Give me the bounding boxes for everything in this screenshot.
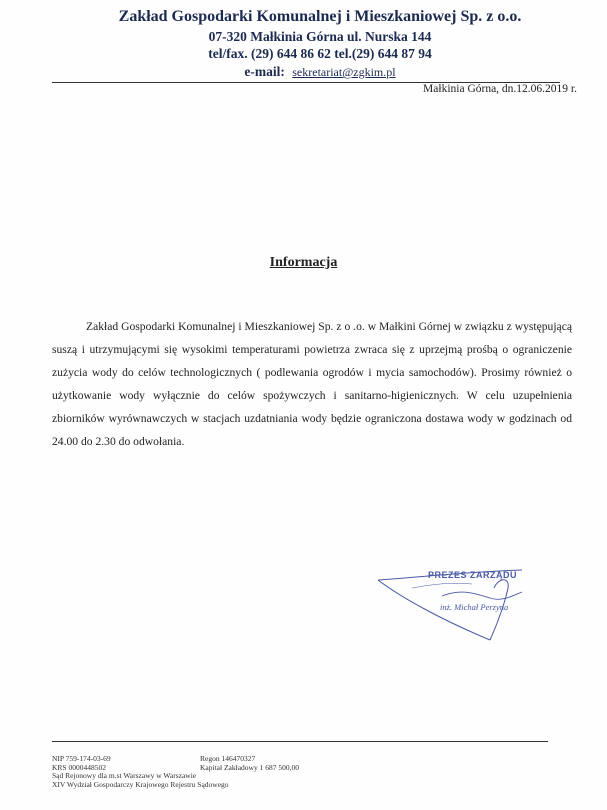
signature-name: inż. Michał Perzyna [440,602,509,612]
company-name: Zakład Gospodarki Komunalnej i Mieszkaniowej Sp. z o.o. [118,8,522,25]
signature-title: PREZES ZARZĄDU [428,570,518,580]
body-paragraph: Zakład Gospodarki Komunalnej i Mieszkaniowej Sp. z o .o. w Małkini Górnej w związku z występującą suszą i utrzymującymi się wysokimi temperaturami powietrza zwraca się z uprzejmą prośbą o ograniczenie zużycia wody do celów technologicznych ( podlewania ogrodów i mycia samochodów). Prosimy również o użytkowanie wody wyłącznie do celów spożywczych i sanitarno-higienicznych. W celu uzupełnienia zbiorników wyrównawczych w stacjach uzdatniania wody będzie ograniczona dostawa wody w godzinach od 24.00 do 2.30 do odwołania. [52,320,572,448]
footer-capital: Kapitał Zakładowy 1 687 500,00 [200,762,299,772]
email-link[interactable]: sekretariat@zgkim.pl [292,65,396,79]
company-phones: tel/fax. (29) 644 86 62 tel.(29) 644 87 94 [208,46,432,61]
footer-regon: Regon 146470327 [200,754,256,763]
document-title: Informacja [269,255,338,270]
company-email-line [60,64,580,80]
email-label: e-mail: [244,64,285,79]
footer-court-1: Sąd Rejonowy dla m.st Warszawy w Warszawie [52,771,197,781]
place-and-date: Małkinia Górna, dn.12.06.2019 r. [423,83,577,95]
company-address: 07-320 Małkinia Górna ul. Nurska 144 [208,29,432,44]
footer-financial [200,755,299,772]
footer-nip: NIP 759-174-03-69 [52,754,111,763]
footer-divider [52,741,548,742]
footer-krs: KRS 0000448502 [52,762,106,772]
footer-court-2: XIV Wydział Gospodarczy Krajowego Rejestru Sądowego [52,779,229,789]
